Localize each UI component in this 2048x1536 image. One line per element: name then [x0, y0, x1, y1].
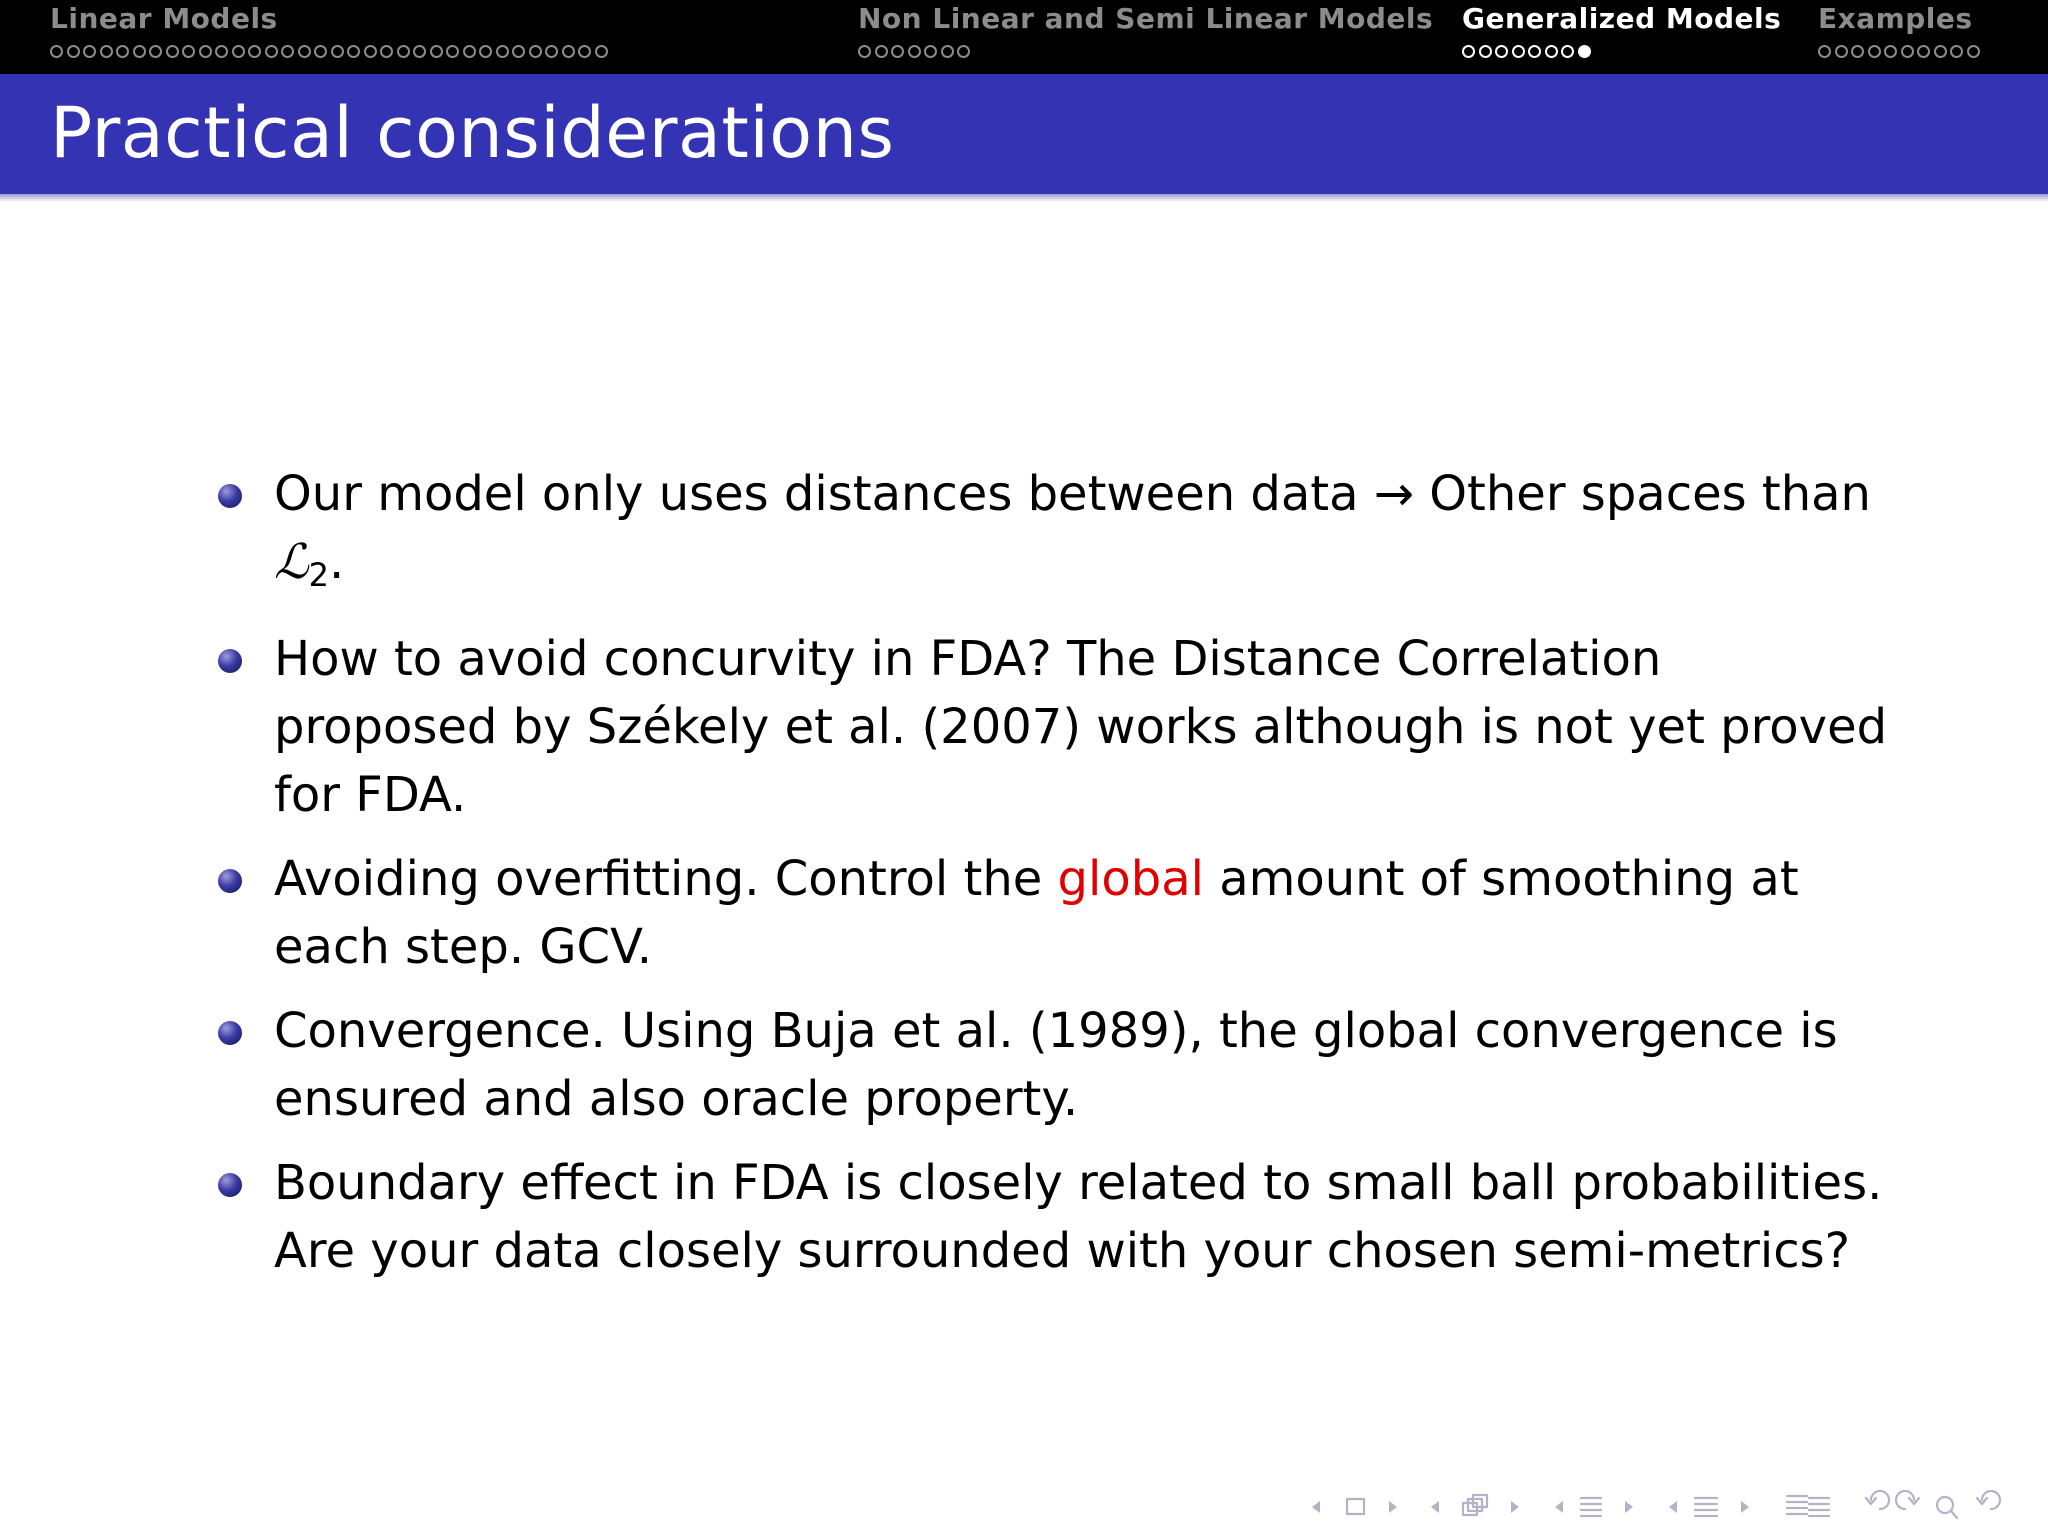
bullet-item — [218, 625, 1898, 829]
nav-frame-dot[interactable] — [496, 45, 509, 58]
nav-frame-dot[interactable] — [512, 45, 525, 58]
nav-frame-dot[interactable] — [446, 45, 459, 58]
slide-icon[interactable] — [1463, 1495, 1487, 1515]
nav-frame-dot[interactable] — [1901, 45, 1914, 58]
nav-section-title[interactable]: Generalized Models — [1462, 2, 1782, 35]
nav-section-title[interactable]: Examples — [1818, 2, 1973, 35]
nav-frame-dot[interactable] — [199, 45, 212, 58]
nav-frame-dot[interactable] — [364, 45, 377, 58]
toc-icon[interactable] — [1787, 1496, 1829, 1516]
nav-frame-dot[interactable] — [298, 45, 311, 58]
bullet-ball-icon — [218, 1021, 242, 1045]
frame-title-shadow — [0, 194, 2048, 202]
nav-frame-dot[interactable] — [545, 45, 558, 58]
bullet-text: Boundary effect in FDA is closely related to small ball probabilities. Are your data closely surrounded with your chosen semi-metrics? — [274, 1155, 1883, 1279]
nav-frame-dot[interactable] — [1934, 45, 1947, 58]
next-subsection-icon[interactable] — [1741, 1501, 1749, 1513]
nav-frame-dot[interactable] — [1818, 45, 1831, 58]
nav-frame-dot[interactable] — [1512, 45, 1525, 58]
nav-frame-dot[interactable] — [1950, 45, 1963, 58]
math-subscript: 2 — [308, 556, 329, 594]
highlighted-text: global — [1057, 851, 1204, 907]
nav-frame-dot[interactable] — [67, 45, 80, 58]
nav-frame-dot[interactable] — [1545, 45, 1558, 58]
nav-frame-dot[interactable] — [875, 45, 888, 58]
nav-frame-dot[interactable] — [83, 45, 96, 58]
nav-frame-dot[interactable] — [1851, 45, 1864, 58]
nav-frame-dot[interactable] — [1462, 45, 1475, 58]
nav-frame-dot[interactable] — [562, 45, 575, 58]
nav-frame-dot[interactable] — [1917, 45, 1930, 58]
bullet-ball-icon — [218, 869, 242, 893]
nav-frame-dot[interactable] — [1868, 45, 1881, 58]
math-symbol: ℒ — [274, 534, 309, 590]
bullet-item — [218, 460, 1898, 609]
nav-frame-dot[interactable] — [1479, 45, 1492, 58]
nav-section-title[interactable]: Non Linear and Semi Linear Models — [858, 2, 1434, 35]
nav-frame-dot[interactable] — [1884, 45, 1897, 58]
section-icon[interactable] — [1581, 1498, 1601, 1516]
back-icon[interactable] — [1866, 1491, 1919, 1509]
bullet-ball-icon — [218, 649, 242, 673]
nav-frame-dot[interactable] — [463, 45, 476, 58]
nav-frame-dot[interactable] — [215, 45, 228, 58]
nav-frame-dots — [1462, 45, 1591, 58]
nav-frame-dot[interactable] — [891, 45, 904, 58]
nav-frame-dot[interactable] — [1561, 45, 1574, 58]
nav-frame-dot[interactable] — [248, 45, 261, 58]
frame-icon[interactable] — [1347, 1499, 1364, 1514]
nav-frame-dot[interactable] — [578, 45, 591, 58]
bullet-item — [218, 845, 1898, 981]
nav-frame-dot[interactable] — [529, 45, 542, 58]
nav-frame-dot[interactable] — [182, 45, 195, 58]
nav-frame-dot[interactable] — [314, 45, 327, 58]
bullet-text: Convergence. Using Buja et al. (1989), the global convergence is ensured and also oracle property. — [274, 1003, 1838, 1127]
next-section-icon[interactable] — [1625, 1501, 1633, 1513]
bullet-text: Avoiding overfitting. Control the — [274, 851, 1058, 907]
nav-frame-dot[interactable] — [116, 45, 129, 58]
prev-frame-icon[interactable] — [1312, 1501, 1320, 1513]
prev-slide-icon[interactable] — [1431, 1501, 1439, 1513]
nav-frame-dots — [1818, 45, 1980, 58]
nav-frame-dot[interactable] — [347, 45, 360, 58]
bullet-item — [218, 1149, 1898, 1285]
prev-subsection-icon[interactable] — [1669, 1501, 1677, 1513]
nav-frame-dot[interactable] — [1578, 45, 1591, 58]
nav-frame-dot[interactable] — [479, 45, 492, 58]
nav-frame-dot[interactable] — [397, 45, 410, 58]
nav-frame-dots — [858, 45, 970, 58]
nav-frame-dot[interactable] — [957, 45, 970, 58]
beamer-navigation-symbols — [1305, 1490, 2035, 1524]
nav-frame-dot[interactable] — [331, 45, 344, 58]
nav-frame-dot[interactable] — [166, 45, 179, 58]
nav-frame-dot[interactable] — [430, 45, 443, 58]
search-icon[interactable] — [1937, 1491, 2000, 1518]
nav-frame-dot[interactable] — [50, 45, 63, 58]
nav-frame-dot[interactable] — [100, 45, 113, 58]
nav-frame-dot[interactable] — [133, 45, 146, 58]
bullet-list — [218, 460, 1898, 1301]
nav-frame-dot[interactable] — [1528, 45, 1541, 58]
bullet-ball-icon — [218, 1173, 242, 1197]
bullet-text: amount of smoothing at each step. GCV. — [274, 851, 1799, 975]
nav-frame-dot[interactable] — [281, 45, 294, 58]
bullet-ball-icon — [218, 484, 242, 508]
subsection-icon[interactable] — [1695, 1498, 1717, 1516]
next-slide-icon[interactable] — [1511, 1501, 1519, 1513]
nav-frame-dot[interactable] — [1495, 45, 1508, 58]
section-navigation-bar — [0, 0, 2048, 74]
nav-frame-dot[interactable] — [924, 45, 937, 58]
nav-frame-dot[interactable] — [1967, 45, 1980, 58]
nav-frame-dot[interactable] — [380, 45, 393, 58]
nav-frame-dots — [50, 45, 608, 58]
prev-section-icon[interactable] — [1555, 1501, 1563, 1513]
nav-frame-dot[interactable] — [149, 45, 162, 58]
nav-frame-dot[interactable] — [941, 45, 954, 58]
nav-frame-dot[interactable] — [413, 45, 426, 58]
navigation-symbols-svg — [1305, 1490, 2035, 1524]
bullet-text: Our model only uses distances between data → Other spaces than — [274, 466, 1871, 522]
nav-frame-dot[interactable] — [265, 45, 278, 58]
nav-frame-dot[interactable] — [595, 45, 608, 58]
nav-section-title[interactable]: Linear Models — [50, 2, 278, 35]
nav-frame-dot[interactable] — [858, 45, 871, 58]
nav-frame-dot[interactable] — [908, 45, 921, 58]
next-frame-icon[interactable] — [1389, 1501, 1397, 1513]
bullet-text: . — [328, 534, 345, 590]
nav-frame-dot[interactable] — [232, 45, 245, 58]
nav-frame-dot[interactable] — [1835, 45, 1848, 58]
frame-title: Practical considerations — [50, 92, 895, 174]
bullet-text: How to avoid concurvity in FDA? The Distance Correlation proposed by Székely et al. (2007) works although is not yet proved for FDA. — [274, 631, 1888, 823]
bullet-item — [218, 997, 1898, 1133]
